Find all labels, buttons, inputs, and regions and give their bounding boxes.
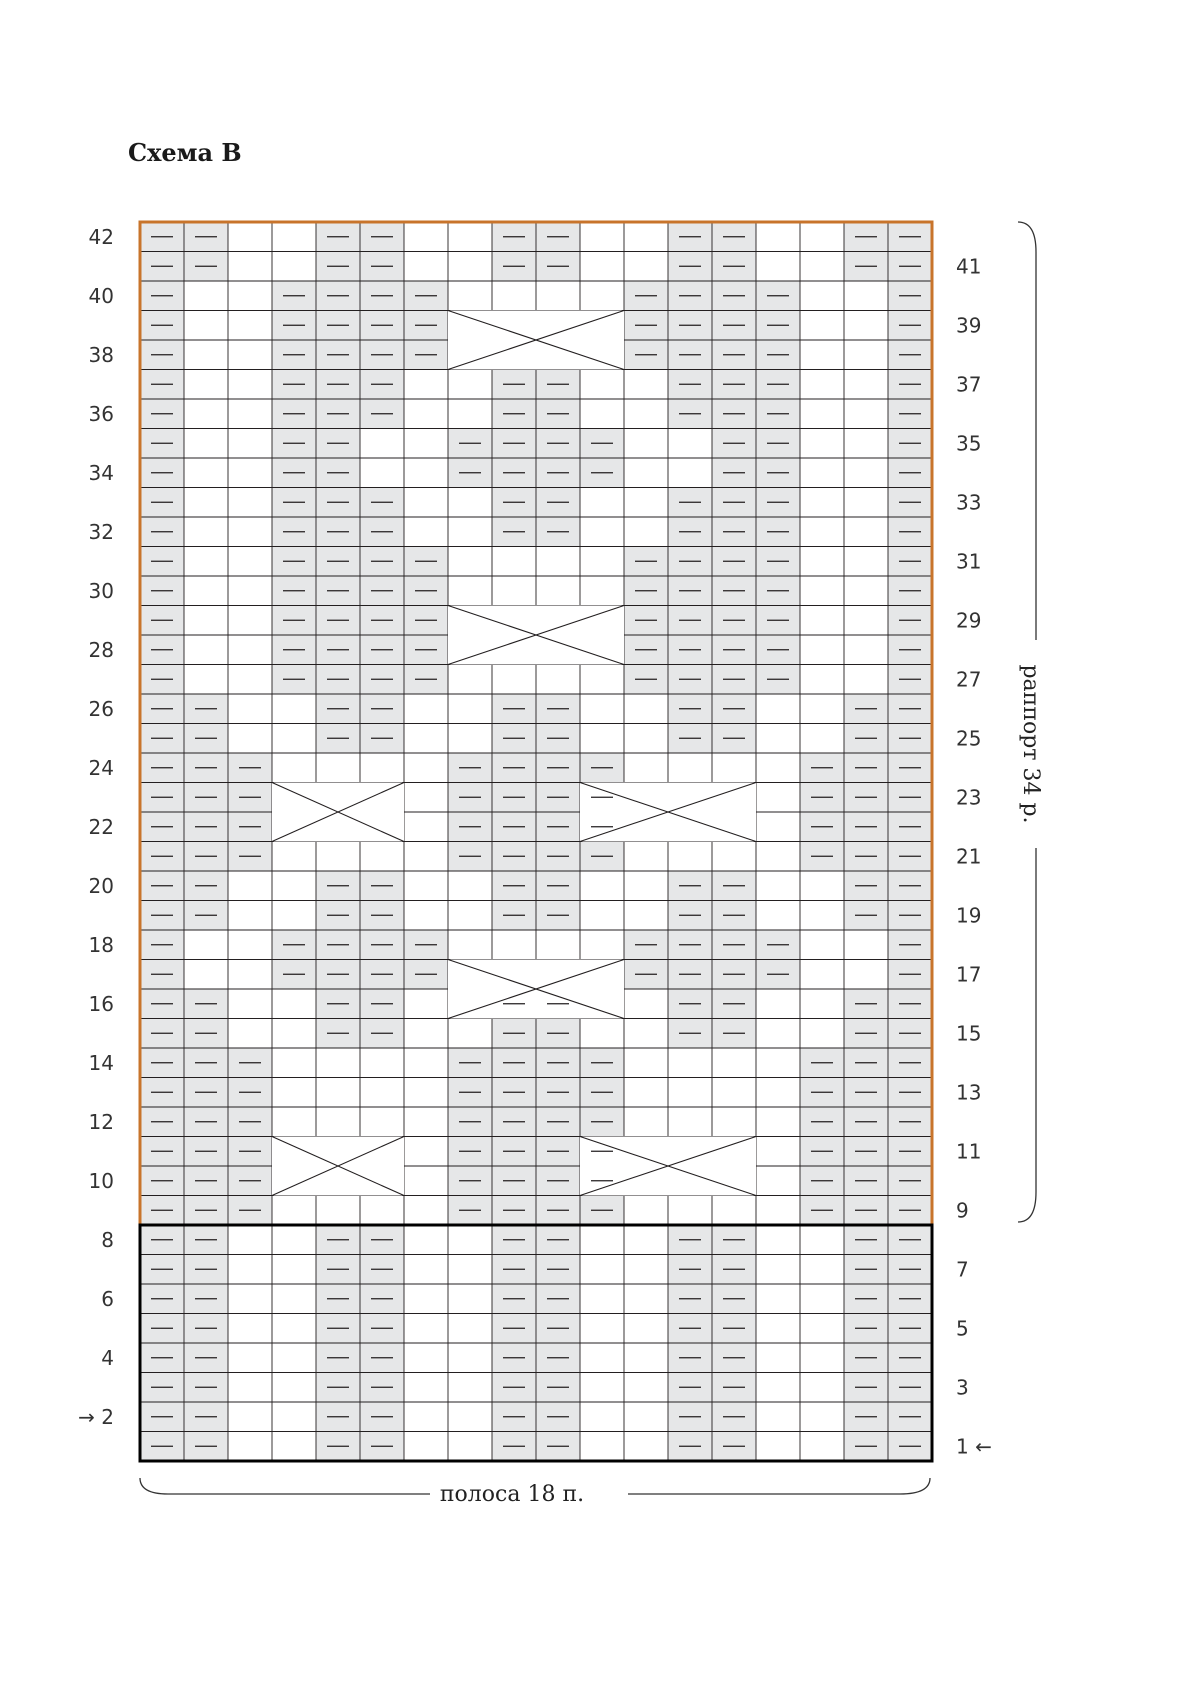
row-number-right: 13 — [956, 1080, 982, 1105]
row-number-left: → 2 — [78, 1404, 114, 1429]
row-number-right: 1 ← — [956, 1434, 992, 1459]
row-number-right: 33 — [956, 490, 982, 515]
row-number-right: 41 — [956, 254, 982, 279]
row-number-right: 23 — [956, 785, 982, 810]
row-number-left: 20 — [88, 873, 114, 898]
row-number-left: 40 — [88, 283, 114, 308]
row-number-right: 19 — [956, 903, 982, 928]
row-number-left: 22 — [88, 814, 114, 839]
row-number-right: 25 — [956, 726, 982, 751]
row-number-left: 32 — [88, 519, 114, 544]
row-number-left: 16 — [88, 991, 114, 1016]
row-number-left: 26 — [88, 696, 114, 721]
row-number-left: 12 — [88, 1109, 114, 1134]
row-number-right: 31 — [956, 549, 982, 574]
row-number-left: 14 — [88, 1050, 114, 1075]
scheme-title: Схема В — [128, 138, 242, 167]
row-number-right: 17 — [956, 962, 982, 987]
row-number-right: 21 — [956, 844, 982, 869]
row-number-right: 11 — [956, 1139, 982, 1164]
row-number-right: 7 — [956, 1257, 969, 1282]
row-number-right: 39 — [956, 313, 982, 338]
row-number-right: 37 — [956, 372, 982, 397]
row-number-right: 27 — [956, 667, 982, 692]
row-number-right: 29 — [956, 608, 982, 633]
row-number-left: 36 — [88, 401, 114, 426]
row-number-right: 35 — [956, 431, 982, 456]
row-number-left: 4 — [101, 1345, 114, 1370]
repeat-label: раппорт 34 р. — [1018, 664, 1043, 824]
chart-grid — [140, 222, 932, 1461]
row-number-left: 10 — [88, 1168, 114, 1193]
row-number-left: 30 — [88, 578, 114, 603]
row-number-left: 42 — [88, 224, 114, 249]
row-number-left: 38 — [88, 342, 114, 367]
width-label: полоса 18 п. — [439, 1482, 585, 1507]
row-number-left: 18 — [88, 932, 114, 957]
row-number-left: 8 — [101, 1227, 114, 1252]
row-number-left: 34 — [88, 460, 114, 485]
row-number-left: 6 — [101, 1286, 114, 1311]
row-number-left: 24 — [88, 755, 114, 780]
row-number-right: 15 — [956, 1021, 982, 1046]
row-number-left: 28 — [88, 637, 114, 662]
row-number-right: 5 — [956, 1316, 969, 1341]
row-number-right: 9 — [956, 1198, 969, 1223]
row-number-right: 3 — [956, 1375, 969, 1400]
